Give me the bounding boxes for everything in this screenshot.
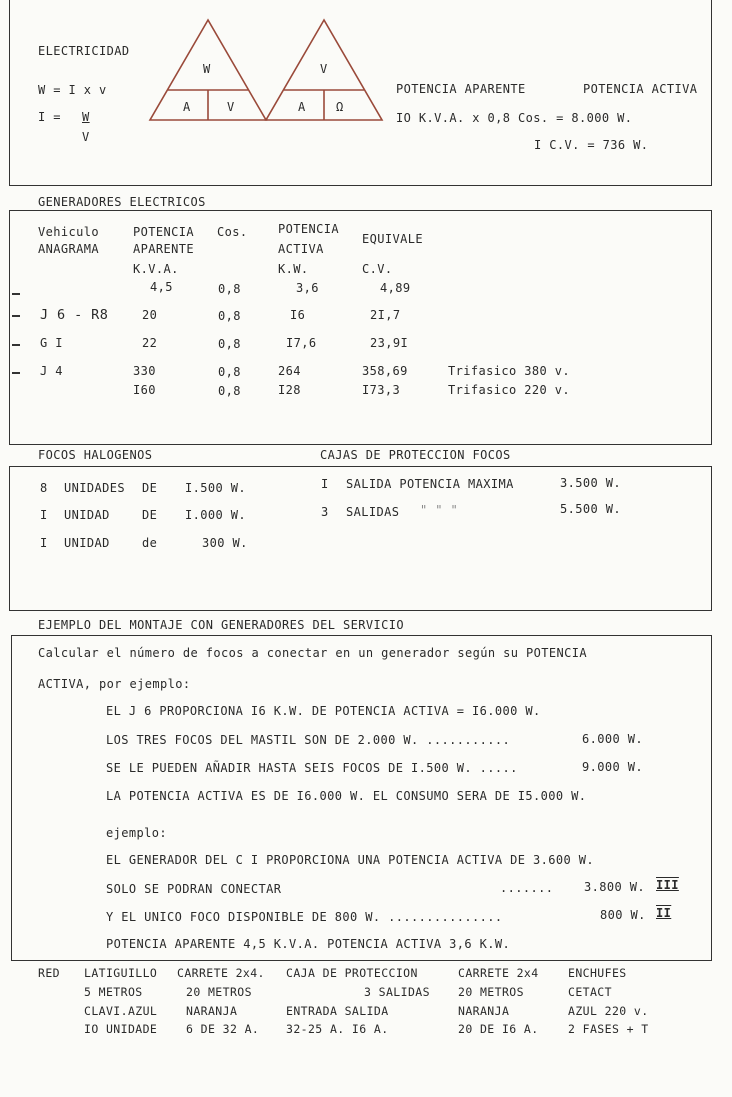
red-col5-line4: 2 FASES + T — [568, 1022, 649, 1036]
tally-mark: II — [656, 906, 672, 920]
row2-cos: 0,8 — [218, 337, 241, 351]
triangle1-bottom-left: A — [183, 100, 191, 114]
triangle1-bottom-right: V — [227, 100, 235, 114]
caja-power: 5.500 W. — [560, 502, 621, 516]
red-col1-line2: 5 METROS — [84, 985, 143, 999]
example-line-5: EL GENERADOR DEL C I PROPORCIONA UNA POTENCIA ACTIVA DE 3.600 W. — [106, 853, 594, 867]
example-line-2-value: 6.000 W. — [582, 732, 643, 746]
red-col3-line2: 3 SALIDAS — [364, 985, 430, 999]
foco-unit: UNIDAD — [64, 536, 110, 550]
red-col4-line4: 20 DE I6 A. — [458, 1022, 539, 1036]
foco-qty: I — [40, 508, 48, 522]
example-line-7: Y EL UNICO FOCO DISPONIBLE DE 800 W. ............... — [106, 910, 503, 924]
foco-de: DE — [142, 508, 158, 522]
red-col5-line1: ENCHUFES — [568, 966, 627, 980]
row4-kva: I60 — [133, 383, 156, 397]
foco-power: 300 W. — [202, 536, 248, 550]
row2-kw: I7,6 — [286, 336, 317, 350]
row-marker — [12, 293, 20, 295]
header-equiv: EQUIVALE — [362, 232, 423, 246]
cajas-title: CAJAS DE PROTECCION FOCOS — [320, 448, 511, 462]
formula-current-numerator: W — [82, 110, 90, 124]
focos-title: FOCOS HALOGENOS — [38, 448, 153, 462]
red-col4-line2: 20 METROS — [458, 985, 524, 999]
foco-de: DE — [142, 481, 158, 495]
header-active-1: POTENCIA — [278, 222, 339, 236]
header-equiv-unit: C.V. — [362, 262, 393, 276]
active-power-header: POTENCIA ACTIVA — [583, 82, 698, 96]
header-apparent-2: APARENTE — [133, 242, 194, 256]
example-intro-1: Calcular el número de focos a conectar en un generador según su POTENCIA — [38, 646, 587, 660]
foco-qty: I — [40, 536, 48, 550]
foco-power: I.000 W. — [185, 508, 246, 522]
example-line-6-dots: ....... — [500, 881, 554, 895]
row4-kw: I28 — [278, 383, 301, 397]
red-col3-line1: CAJA DE PROTECCION — [286, 966, 418, 980]
red-col2-line3: NARANJA — [186, 1004, 238, 1018]
red-col5-line2: CETACT — [568, 985, 612, 999]
header-vehicle: Vehiculo — [38, 225, 99, 239]
row3-cos: 0,8 — [218, 365, 241, 379]
row3-note: Trifasico 380 v. — [448, 364, 570, 378]
tally-mark: III — [656, 878, 679, 892]
header-cos: Cos. — [217, 225, 248, 239]
row0-kw: 3,6 — [296, 281, 319, 295]
triangle2-bottom-right: Ω — [336, 100, 344, 114]
caja-text: SALIDAS — [346, 505, 400, 519]
red-col1-line1: LATIGUILLO — [84, 966, 158, 980]
row1-kw: I6 — [290, 308, 306, 322]
example-line-1: EL J 6 PROPORCIONA I6 K.W. DE POTENCIA ACTIVA = I6.000 W. — [106, 704, 541, 718]
header-active-2: ACTIVA — [278, 242, 324, 256]
row4-note: Trifasico 220 v. — [448, 383, 570, 397]
row-marker — [12, 315, 20, 317]
row4-cv: I73,3 — [362, 383, 401, 397]
row2-name: G I — [40, 336, 63, 350]
row3-kva: 330 — [133, 364, 156, 378]
foco-de: de — [142, 536, 158, 550]
header-apparent-1: POTENCIA — [133, 225, 194, 239]
row0-cv: 4,89 — [380, 281, 411, 295]
row4-cos: 0,8 — [218, 384, 241, 398]
triangle2-top: V — [320, 62, 328, 76]
example-sub-label: ejemplo: — [106, 826, 167, 840]
power-example-line2: I C.V. = 736 W. — [534, 138, 649, 152]
row-marker — [12, 372, 20, 374]
red-col5-line3: AZUL 220 v. — [568, 1004, 649, 1018]
header-active-unit: K.W. — [278, 262, 309, 276]
example-line-3: SE LE PUEDEN AÑADIR HASTA SEIS FOCOS DE I.500 W. ..... — [106, 761, 518, 775]
foco-unit: UNIDADES — [64, 481, 125, 495]
apparent-power-header: POTENCIA APARENTE — [396, 82, 526, 96]
red-col1-line4: IO UNIDADE — [84, 1022, 158, 1036]
row3-cv: 358,69 — [362, 364, 408, 378]
triangle1-top: W — [203, 62, 211, 76]
header-apparent-unit: K.V.A. — [133, 262, 179, 276]
red-col4-line3: NARANJA — [458, 1004, 510, 1018]
row3-name: J 4 — [40, 364, 63, 378]
generators-title: GENERADORES ELECTRICOS — [38, 195, 206, 209]
example-line-4: LA POTENCIA ACTIVA ES DE I6.000 W. EL CONSUMO SERA DE I5.000 W. — [106, 789, 587, 803]
example-line-6-value: 3.800 W. — [584, 880, 645, 894]
example-line-6: SOLO SE PODRAN CONECTAR — [106, 882, 282, 896]
foco-power: I.500 W. — [185, 481, 246, 495]
electricity-title: ELECTRICIDAD — [38, 44, 130, 58]
row0-cos: 0,8 — [218, 282, 241, 296]
red-label: RED — [38, 966, 60, 980]
example-line-8: POTENCIA APARENTE 4,5 K.V.A. POTENCIA ACTIVA 3,6 K.W. — [106, 937, 511, 951]
header-anagram: ANAGRAMA — [38, 242, 99, 256]
caja-text: SALIDA POTENCIA MAXIMA — [346, 477, 514, 491]
triangle2-bottom-left: A — [298, 100, 306, 114]
foco-unit: UNIDAD — [64, 508, 110, 522]
row3-kw: 264 — [278, 364, 301, 378]
red-col4-line1: CARRETE 2x4 — [458, 966, 539, 980]
row2-kva: 22 — [142, 336, 158, 350]
power-example-line1: IO K.V.A. x 0,8 Cos. = 8.000 W. — [396, 111, 633, 125]
red-col2-line1: CARRETE 2x4. — [177, 966, 265, 980]
example-title: EJEMPLO DEL MONTAJE CON GENERADORES DEL SERVICIO — [38, 618, 404, 632]
row2-cv: 23,9I — [370, 336, 409, 350]
row1-cos: 0,8 — [218, 309, 241, 323]
row1-cv: 2I,7 — [370, 308, 401, 322]
example-intro-2: ACTIVA, por ejemplo: — [38, 677, 191, 691]
row0-kva: 4,5 — [150, 280, 173, 294]
example-line-7-value: 800 W. — [600, 908, 646, 922]
red-col3-line3: ENTRADA SALIDA — [286, 1004, 389, 1018]
caja-power: 3.500 W. — [560, 476, 621, 490]
red-col1-line3: CLAVI.AZUL — [84, 1004, 158, 1018]
red-col2-line2: 20 METROS — [186, 985, 252, 999]
row1-name: J 6 - R8 — [40, 307, 109, 323]
row1-kva: 20 — [142, 308, 158, 322]
formula-current: I = — [38, 110, 61, 124]
red-col2-line4: 6 DE 32 A. — [186, 1022, 260, 1036]
formula-current-denominator: V — [82, 130, 90, 144]
caja-qty: 3 — [321, 505, 329, 519]
formula-power: W = I x v — [38, 83, 107, 97]
row-marker — [12, 344, 20, 346]
example-line-3-value: 9.000 W. — [582, 760, 643, 774]
foco-qty: 8 — [40, 481, 48, 495]
example-line-2: LOS TRES FOCOS DEL MASTIL SON DE 2.000 W. ........... — [106, 733, 511, 747]
red-col3-line4: 32-25 A. I6 A. — [286, 1022, 389, 1036]
caja-qty: I — [321, 477, 329, 491]
caja-ditto: " " " — [420, 503, 459, 517]
